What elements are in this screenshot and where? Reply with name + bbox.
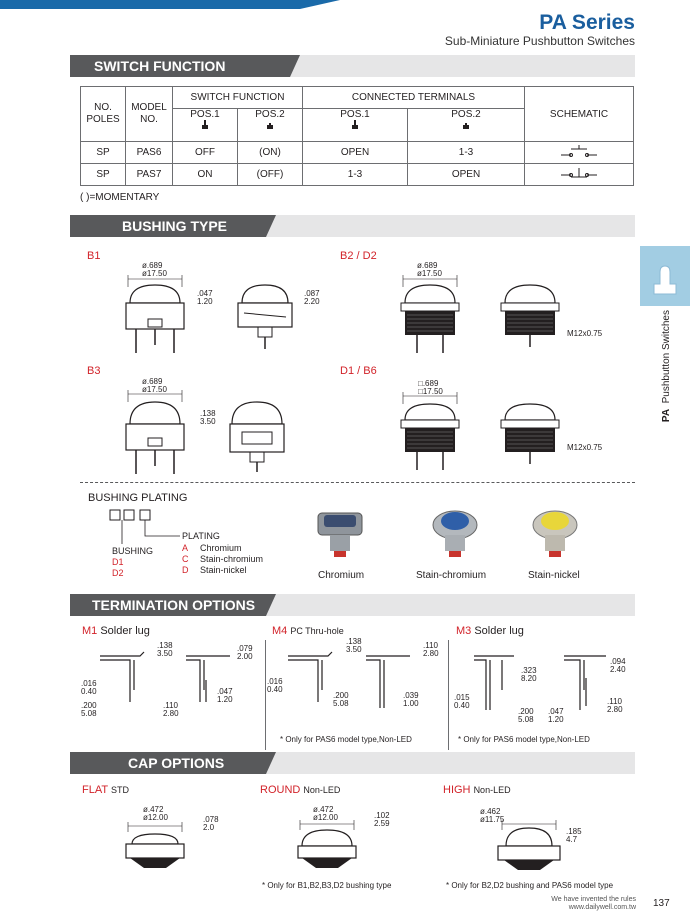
footer-tagline: We have invented the rules [551, 896, 636, 903]
b3-diameter: ø.689 ø17.50 [142, 377, 167, 394]
m4-dim-1: .138 3.50 [346, 637, 362, 654]
m1-code: M1 [82, 625, 98, 637]
m1-dim-6: .110 2.80 [163, 701, 179, 718]
cell-ct-pos2: OPEN [408, 164, 525, 186]
m3-dim-3: .015 0.40 [454, 693, 470, 710]
footer-brand [536, 896, 636, 912]
cell-ct-pos2: 1-3 [408, 142, 525, 164]
d1b6-thread: M12x0.75 [567, 443, 603, 452]
termination-heading: TERMINATION OPTIONS [70, 594, 266, 616]
m3-dim-4: .200 5.08 [518, 707, 534, 724]
plating-options [182, 543, 263, 576]
bushing-type-heading: BUSHING TYPE [70, 215, 266, 237]
m1-dim-1: .138 3.50 [157, 641, 173, 658]
top-accent-bar-tail [300, 0, 340, 9]
cap-flat-name: STD [110, 785, 129, 795]
th-model-no: MODEL NO. [126, 87, 173, 142]
m4-drawing [288, 650, 438, 720]
cap-flat-height: .078 2.0 [203, 815, 219, 832]
m1-dim-3: .016 0.40 [81, 679, 97, 696]
m3-dim-2: .094 2.40 [610, 657, 626, 674]
m1-heading [82, 625, 150, 637]
photo-caption-stain-nickel: Stain-nickel [528, 570, 580, 581]
m3-dim-1: .323 8.20 [521, 666, 537, 683]
side-tab-text: Pushbutton Switches [661, 310, 672, 404]
plating-label: PLATING [182, 531, 220, 541]
cell-ct-pos1: OPEN [303, 142, 408, 164]
m4-dim-2: .110 2.80 [423, 641, 439, 658]
m3-name: Solder lug [474, 625, 524, 637]
cap-high-height: .185 4.7 [566, 827, 582, 844]
switch-function-heading: SWITCH FUNCTION [70, 55, 290, 77]
bushing-codes [112, 546, 153, 579]
series-title: PA Series [539, 11, 635, 34]
th-sf-pos1-label: POS.1 [190, 109, 220, 120]
cap-flat-code: FLAT [82, 784, 108, 796]
button-down-icon [461, 120, 471, 130]
plating-title: BUSHING PLATING [88, 492, 188, 504]
b1-drawing [120, 275, 320, 355]
cell-poles: SP [81, 164, 126, 186]
cap-round-heading [260, 784, 340, 796]
photo-caption-stain-chromium: Stain-chromium [416, 570, 487, 581]
cap-high-name: Non-LED [473, 785, 511, 795]
schematic-normally-open-icon [559, 144, 599, 158]
b2d2-diameter: ø.689 ø17.50 [417, 261, 442, 278]
termination-divider [448, 640, 449, 750]
photo-caption-chromium: Chromium [318, 570, 365, 581]
m4-dim-5: .039 1.00 [403, 691, 419, 708]
m4-dim-4: .200 5.08 [333, 691, 349, 708]
chromium-cap [324, 515, 356, 527]
m3-heading [456, 625, 524, 637]
cell-model: PAS6 [126, 142, 173, 164]
m4-name: PC Thru-hole [290, 626, 344, 636]
plating-option-code: D [182, 565, 189, 575]
bushing-code: D2 [112, 568, 124, 578]
cell-sf-pos1: ON [173, 164, 238, 186]
b1-height-2: .087 2.20 [304, 289, 320, 306]
b1-height-1: .047 1.20 [197, 289, 213, 306]
th-switch-function: SWITCH FUNCTION [173, 87, 303, 109]
cap-high-diameter: ø.462 ø11.75 [480, 807, 505, 824]
m4-note: * Only for PAS6 model type,Non-LED [280, 735, 412, 744]
cap-round-code: ROUND [260, 784, 301, 796]
momentary-footnote: ( )=MOMENTARY [80, 192, 160, 203]
th-ct-pos2-label: POS.2 [451, 109, 481, 120]
termination-divider [265, 640, 266, 750]
th-ct-pos1-label: POS.1 [340, 109, 370, 120]
th-sf-pos1 [173, 109, 238, 142]
m3-note: * Only for PAS6 model type,Non-LED [458, 735, 590, 744]
m1-dim-4: .047 1.20 [217, 687, 233, 704]
m4-heading [272, 625, 344, 637]
cap-round-diameter: ø.472 ø12.00 [313, 805, 338, 822]
side-tab [640, 246, 690, 306]
b3-code: B3 [87, 365, 101, 377]
section-divider [80, 482, 635, 483]
schematic-normally-closed-icon [559, 166, 599, 180]
bushing-label: BUSHING [112, 546, 154, 556]
cap-round-name: Non-LED [303, 785, 341, 795]
cell-poles: SP [81, 142, 126, 164]
stain-chromium-cap [441, 512, 469, 530]
button-up-icon [350, 120, 360, 130]
b3-height: .138 3.50 [200, 409, 216, 426]
b2d2-thread: M12x0.75 [567, 329, 603, 338]
cell-sf-pos2: (OFF) [238, 164, 303, 186]
cap-flat-heading [82, 784, 129, 796]
th-schematic: SCHEMATIC [525, 87, 634, 142]
cap-round-note: * Only for B1,B2,B3,D2 bushing type [262, 881, 392, 890]
b2d2-drawing [395, 275, 565, 355]
stain-nickel-cap [541, 512, 569, 530]
page-number: 137 [653, 898, 670, 909]
cap-high-heading [443, 784, 511, 796]
d1b6-drawing [395, 392, 565, 472]
cell-sf-pos2: (ON) [238, 142, 303, 164]
table-row [81, 142, 634, 164]
cap-high-drawing [494, 820, 574, 875]
bushing-code: D1 [112, 557, 124, 567]
pushbutton-icon [640, 246, 690, 306]
m3-dim-5: .047 1.20 [548, 707, 564, 724]
plating-option-name: Stain-chromium [200, 554, 264, 564]
b2d2-code: B2 / D2 [340, 250, 377, 262]
m1-dim-2: .079 2.00 [237, 644, 253, 661]
side-tab-label [661, 310, 672, 422]
cell-model: PAS7 [126, 164, 173, 186]
series-subtitle: Sub-Miniature Pushbutton Switches [444, 34, 635, 48]
th-sf-pos2 [238, 109, 303, 142]
d1b6-square: □.689 □17.50 [418, 379, 443, 396]
b1-code: B1 [87, 250, 101, 262]
stain-nickel-switch-photo [525, 505, 585, 565]
button-down-icon [265, 120, 275, 130]
th-connected-terminals: CONNECTED TERMINALS [303, 87, 525, 109]
m4-dim-3: .016 0.40 [267, 677, 283, 694]
plating-option [182, 554, 263, 565]
cap-round-height: .102 2.59 [374, 811, 390, 828]
d1b6-code: D1 / B6 [340, 365, 377, 377]
plating-option [182, 543, 263, 554]
top-accent-bar [0, 0, 300, 9]
plating-option-code: A [182, 543, 189, 553]
cell-ct-pos1: 1-3 [303, 164, 408, 186]
cap-flat-diameter: ø.472 ø12.00 [143, 805, 168, 822]
cap-round-drawing [292, 820, 372, 872]
m1-dim-5: .200 5.08 [81, 701, 97, 718]
b1-diameter: ø.689 ø17.50 [142, 261, 167, 278]
m3-code: M3 [456, 625, 472, 637]
th-ct-pos2 [408, 109, 525, 142]
side-tab-code: PA [661, 408, 672, 423]
stain-chromium-switch-photo [425, 505, 485, 565]
cap-flat-drawing [120, 822, 200, 872]
m1-name: Solder lug [100, 625, 150, 637]
th-sf-pos2-label: POS.2 [255, 109, 285, 120]
m4-code: M4 [272, 625, 288, 637]
th-ct-pos1 [303, 109, 408, 142]
th-no-poles: NO. POLES [81, 87, 126, 142]
plating-option-name: Stain-nickel [200, 565, 247, 575]
plating-option-code: C [182, 554, 189, 564]
cap-high-note: * Only for B2,D2 bushing and PAS6 model type [446, 881, 614, 890]
button-up-icon [200, 120, 210, 130]
switch-function-table [80, 86, 634, 186]
cell-sf-pos1: OFF [173, 142, 238, 164]
cell-schematic-nc [525, 164, 634, 186]
table-row [81, 164, 634, 186]
footer-url: www.dailywell.com.tw [568, 904, 636, 911]
cell-schematic-no [525, 142, 634, 164]
cap-options-heading: CAP OPTIONS [70, 752, 266, 774]
cap-high-code: HIGH [443, 784, 471, 796]
plating-option-name: Chromium [200, 543, 242, 553]
b3-drawing [120, 390, 300, 475]
plating-option [182, 565, 263, 576]
chromium-switch-photo [310, 505, 370, 565]
m3-dim-6: .110 2.80 [607, 697, 623, 714]
